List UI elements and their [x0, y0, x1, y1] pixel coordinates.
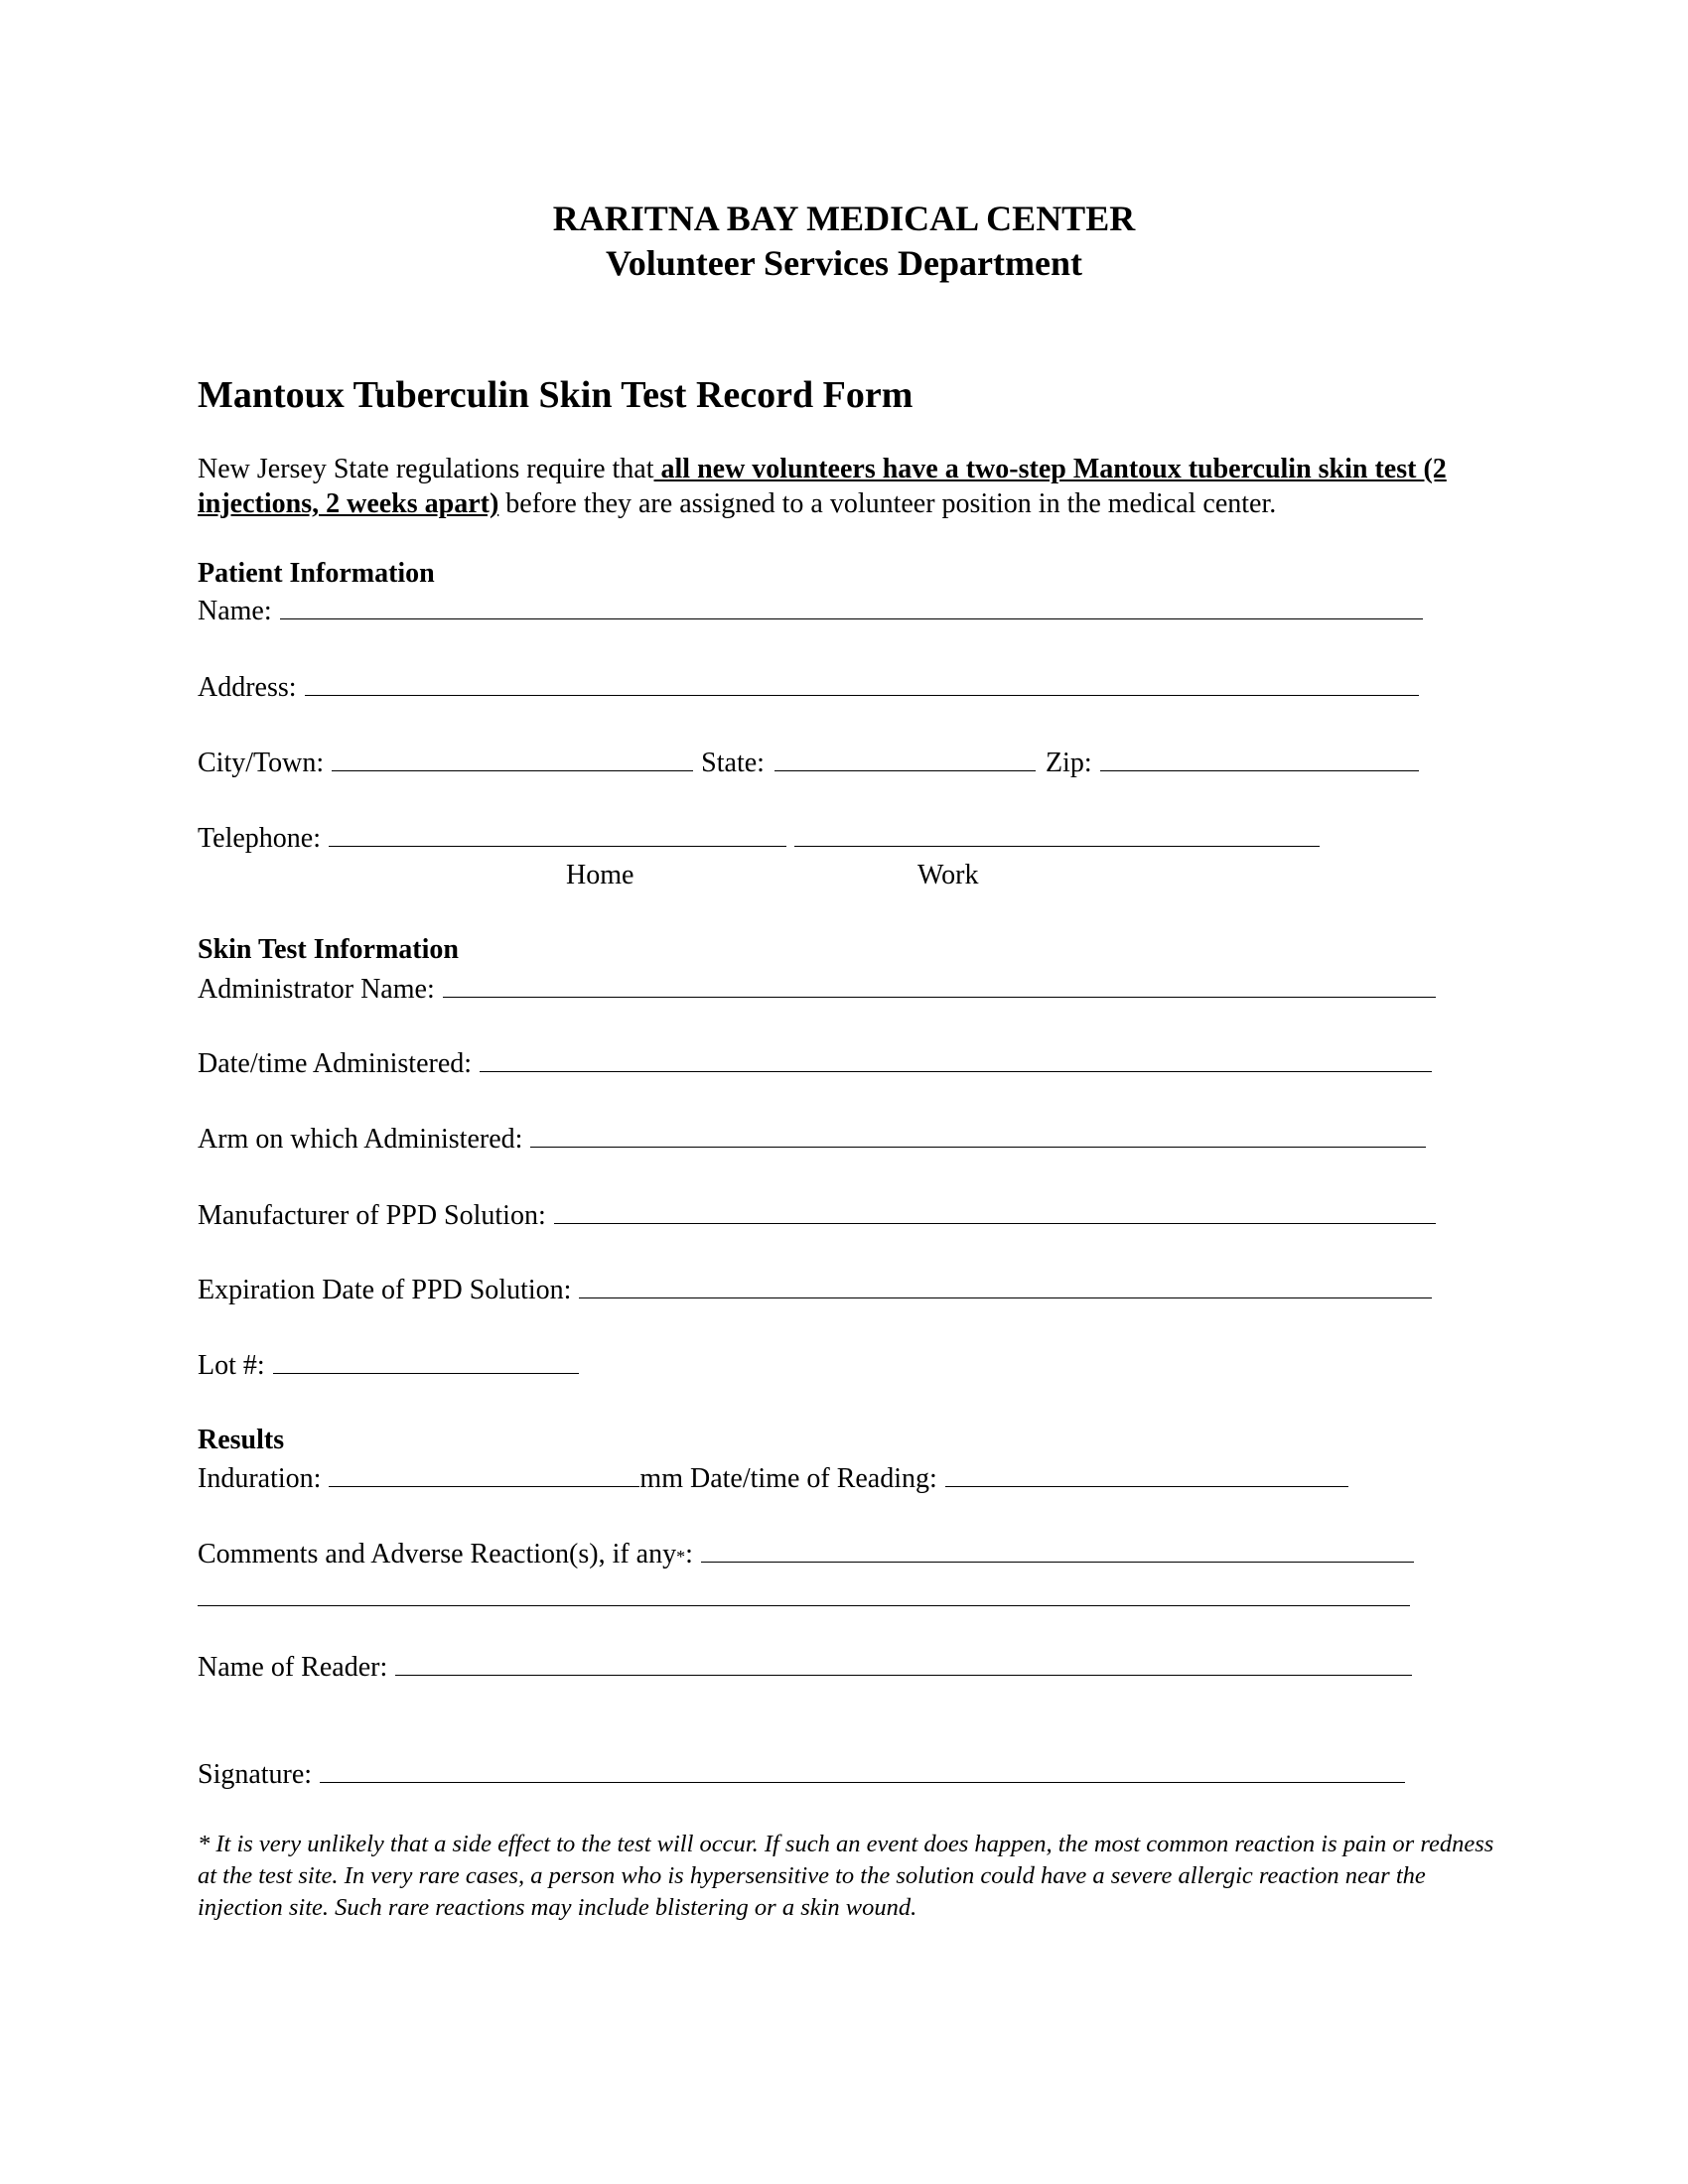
department-name: Volunteer Services Department [606, 243, 1082, 283]
name-line[interactable] [280, 595, 1423, 619]
expiration-field[interactable] [198, 1274, 1432, 1306]
comments-label: Comments and Adverse Reaction(s), if any [198, 1539, 677, 1570]
address-line[interactable] [305, 671, 1419, 696]
reader-label: Name of Reader: [198, 1652, 388, 1683]
address-label: Address: [198, 672, 297, 703]
comments-line[interactable] [701, 1538, 1414, 1563]
zip-line[interactable] [1100, 747, 1419, 771]
skin-test-heading: Skin Test Information [198, 934, 459, 965]
work-label: Work [917, 860, 979, 890]
colon: : [685, 1539, 693, 1570]
intro-paragraph [198, 452, 1488, 521]
reading-datetime-label: mm Date/time of Reading: [639, 1463, 937, 1494]
comments-line-2[interactable] [198, 1581, 1410, 1606]
datetime-field[interactable] [198, 1047, 1432, 1080]
telephone-label: Telephone: [198, 823, 321, 854]
org-name: RARITNA BAY MEDICAL CENTER [552, 199, 1136, 238]
reading-datetime-line[interactable] [945, 1462, 1348, 1487]
name-label: Name: [198, 596, 272, 626]
manufacturer-label: Manufacturer of PPD Solution: [198, 1200, 546, 1231]
zip-label: Zip: [1045, 748, 1092, 778]
reader-field[interactable] [198, 1651, 1412, 1684]
administrator-line[interactable] [443, 973, 1436, 998]
signature-line[interactable] [320, 1758, 1405, 1783]
comments-field[interactable] [198, 1538, 1414, 1570]
induration-row [198, 1462, 1348, 1495]
lot-field[interactable] [198, 1349, 579, 1382]
signature-field[interactable] [198, 1758, 1405, 1791]
name-field[interactable] [198, 595, 1423, 627]
intro-text: New Jersey State regulations require that [198, 454, 654, 484]
form-title: Mantoux Tuberculin Skin Test Record Form [198, 374, 914, 416]
intro-emphasis: all new volunteers have a two-step Mantoux tuberculin skin test (2 injections, 2 weeks apart) [198, 454, 1447, 519]
manufacturer-line[interactable] [554, 1199, 1436, 1224]
state-line[interactable] [774, 747, 1036, 771]
administrator-label: Administrator Name: [198, 974, 435, 1005]
arm-label: Arm on which Administered: [198, 1124, 523, 1155]
results-heading: Results [198, 1425, 285, 1455]
city-state-zip-row [198, 747, 1419, 779]
asterisk: * [676, 1547, 686, 1567]
home-phone-line[interactable] [329, 822, 786, 847]
signature-label: Signature: [198, 1759, 313, 1790]
patient-heading: Patient Information [198, 558, 435, 589]
datetime-line[interactable] [480, 1047, 1432, 1072]
expiration-line[interactable] [579, 1274, 1432, 1298]
lot-line[interactable] [273, 1349, 579, 1374]
state-label: State: [701, 748, 765, 778]
address-field[interactable] [198, 671, 1419, 704]
work-phone-line[interactable] [794, 822, 1320, 847]
manufacturer-field[interactable] [198, 1199, 1436, 1232]
induration-label: Induration: [198, 1463, 322, 1494]
intro-text-end: before they are assigned to a volunteer position in the medical center. [498, 488, 1277, 519]
telephone-row [198, 822, 1320, 855]
footnote: * It is very unlikely that a side effect to the test will occur. If such an event does happen, the most common reaction is pain or redness at the test site. In very rare cases, a person who is hypersensitive to the solution could have a severe allergic reaction near the injection site. Such rare reactions may include blistering or a skin wound. [198, 1831, 1494, 1921]
reader-line[interactable] [395, 1651, 1412, 1676]
expiration-label: Expiration Date of PPD Solution: [198, 1275, 572, 1305]
administrator-field[interactable] [198, 973, 1436, 1006]
arm-line[interactable] [530, 1123, 1426, 1148]
city-line[interactable] [332, 747, 693, 771]
city-label: City/Town: [198, 748, 325, 778]
arm-field[interactable] [198, 1123, 1426, 1156]
lot-label: Lot #: [198, 1350, 265, 1381]
datetime-label: Date/time Administered: [198, 1048, 473, 1079]
induration-line[interactable] [329, 1462, 639, 1487]
home-label: Home [566, 860, 634, 890]
